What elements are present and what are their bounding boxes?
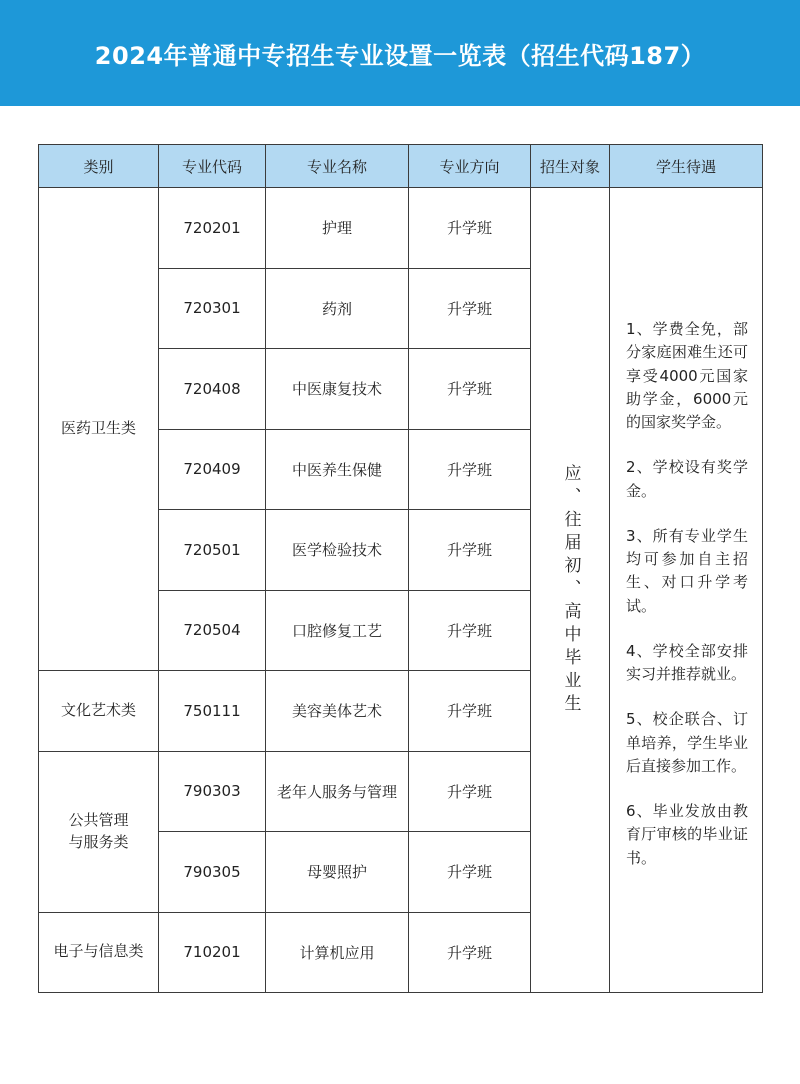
- category-line: 与服务类: [68, 832, 129, 851]
- benefit-item: 4、学校全部安排实习并推荐就业。: [626, 641, 748, 684]
- major-direction: 升学班: [409, 510, 531, 591]
- major-code: 710201: [159, 912, 266, 993]
- header-benefits: 学生待遇: [610, 145, 763, 188]
- major-direction: 升学班: [409, 349, 531, 430]
- major-direction: 升学班: [409, 751, 531, 832]
- benefit-item: 3、所有专业学生均可参加自主招生、对口升学考试。: [626, 526, 748, 615]
- major-name: 药剂: [266, 268, 409, 349]
- major-code: 720501: [159, 510, 266, 591]
- category-line: 公共管理: [68, 810, 129, 829]
- major-name: 美容美体艺术: [266, 671, 409, 752]
- header-category: 类别: [39, 145, 159, 188]
- major-name: 老年人服务与管理: [266, 751, 409, 832]
- page-title: 2024年普通中专招生专业设置一览表（招生代码187）: [94, 41, 706, 70]
- major-code: 750111: [159, 671, 266, 752]
- header-code: 专业代码: [159, 145, 266, 188]
- target-text: 应、往届初、高中毕业生: [560, 463, 581, 717]
- major-name: 计算机应用: [266, 912, 409, 993]
- major-name: 医学检验技术: [266, 510, 409, 591]
- major-code: 720201: [159, 188, 266, 269]
- benefit-item: 1、学费全免，部分家庭困难生还可享受4000元国家助学金，6000元的国家奖学金。: [626, 320, 748, 432]
- header-direction: 专业方向: [409, 145, 531, 188]
- major-name: 护理: [266, 188, 409, 269]
- benefit-item: 5、校企联合、订单培养，学生毕业后直接参加工作。: [626, 710, 748, 775]
- major-name: 中医养生保健: [266, 429, 409, 510]
- major-direction: 升学班: [409, 590, 531, 671]
- major-name: 中医康复技术: [266, 349, 409, 430]
- major-code: 720301: [159, 268, 266, 349]
- major-direction: 升学班: [409, 671, 531, 752]
- benefits-cell: [610, 188, 763, 993]
- table-row: [39, 188, 763, 269]
- major-direction: 升学班: [409, 832, 531, 913]
- target-cell: [531, 188, 610, 993]
- major-name: 口腔修复工艺: [266, 590, 409, 671]
- major-name: 母婴照护: [266, 832, 409, 913]
- major-code: 790303: [159, 751, 266, 832]
- major-direction: 升学班: [409, 912, 531, 993]
- major-direction: 升学班: [409, 268, 531, 349]
- major-direction: 升学班: [409, 429, 531, 510]
- benefit-item: 6、毕业发放由教育厅审核的毕业证书。: [626, 802, 748, 867]
- header-name: 专业名称: [266, 145, 409, 188]
- major-code: 790305: [159, 832, 266, 913]
- major-code: 720409: [159, 429, 266, 510]
- major-code: 720408: [159, 349, 266, 430]
- title-banner: [0, 0, 800, 106]
- table-header-row: [39, 145, 763, 188]
- header-target: 招生对象: [531, 145, 610, 188]
- major-direction: 升学班: [409, 188, 531, 269]
- category-cell: 文化艺术类: [39, 671, 159, 752]
- category-cell: [39, 751, 159, 912]
- major-code: 720504: [159, 590, 266, 671]
- majors-table: [38, 144, 763, 993]
- category-cell: 电子与信息类: [39, 912, 159, 993]
- benefit-item: 2、学校设有奖学金。: [626, 458, 748, 500]
- category-cell: 医药卫生类: [39, 188, 159, 671]
